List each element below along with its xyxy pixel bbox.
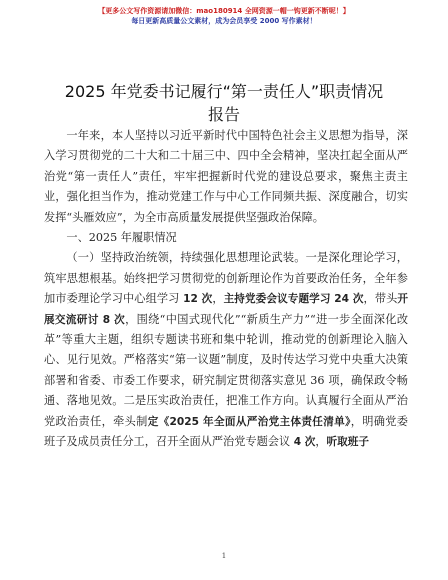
promo-banner <box>60 6 388 26</box>
intro-paragraph: 一年来，本人坚持以习近平新时代中国特色社会主义思想为指导，深入学习贯彻党的二十大和二十届三中、四中全会精神，坚决扛起全面从严治党“第一责任人”责任，牢牢把握新时代党的建设总要求，聚焦主责主业，强化担当作为，推动党建工作与中心工作同频共振、深度融合，切实发挥“头雁效应”，为全市高质量发展提供坚强政治保障。 <box>44 129 408 224</box>
section-paragraph <box>44 248 408 452</box>
paragraph-text: ，围绕“中国式现代化”“新质生产力”“进一步全面深化改革”等重大主题，组织专题读书班和集中轮训，推动党的创新理论入脑入心、见行见效。严格落实“第一议题”制度，及时传达学习党中央重大决策部署和省委、市委工作要求，研究制定贯彻落实意见 36 项，确保政令畅通、落地见效。二是压实政治责任，把准工作方向。认真履行全面从严治党政治责任，牵头制 <box>44 312 409 428</box>
paragraph-text: （一）坚持政治统领，持续强化思想理论武装。一是深化理论学习，筑牢思想根基。始终把学习贯彻党的创新理论作为首要政治任务，全年参加市委理论学习中心组学习 <box>44 251 408 306</box>
document-title-line-1: 2025 年党委书记履行“第一责任人”职责情况 <box>64 82 384 101</box>
paragraph-text: ，明确党委班子及成员责任分工，召开全面从严治党专题会议 <box>44 414 408 449</box>
bold-phrase: 4 次 <box>293 436 316 449</box>
bold-phrase: 听取班子 <box>326 436 369 449</box>
page-number: 1 <box>221 552 227 560</box>
banner-line-1: 【更多公文写作资源请加微信：mao180914 全网资源一帽一钩更新不断呢！】 <box>98 7 350 15</box>
bold-phrase: 主持党委会议专题学习 24 次 <box>223 293 364 306</box>
paragraph-text: ，带头 <box>363 292 398 306</box>
bold-phrase: 开展交流研讨 8 次 <box>44 293 408 326</box>
section-heading: 一、2025 年履职情况 <box>66 231 177 245</box>
paragraph-text: ， <box>212 292 224 306</box>
paragraph-text: ， <box>315 435 327 449</box>
banner-line-2: 每日更新高质量公文素材，成为会员享受 2000 写作素材！ <box>131 17 317 25</box>
bold-phrase: 定《2025 年全面从严治党主体责任清单》 <box>147 415 351 428</box>
document-body <box>44 126 408 453</box>
document-title <box>36 80 412 126</box>
bold-phrase: 12 次 <box>183 293 213 306</box>
document-title-line-2: 报告 <box>207 105 240 124</box>
